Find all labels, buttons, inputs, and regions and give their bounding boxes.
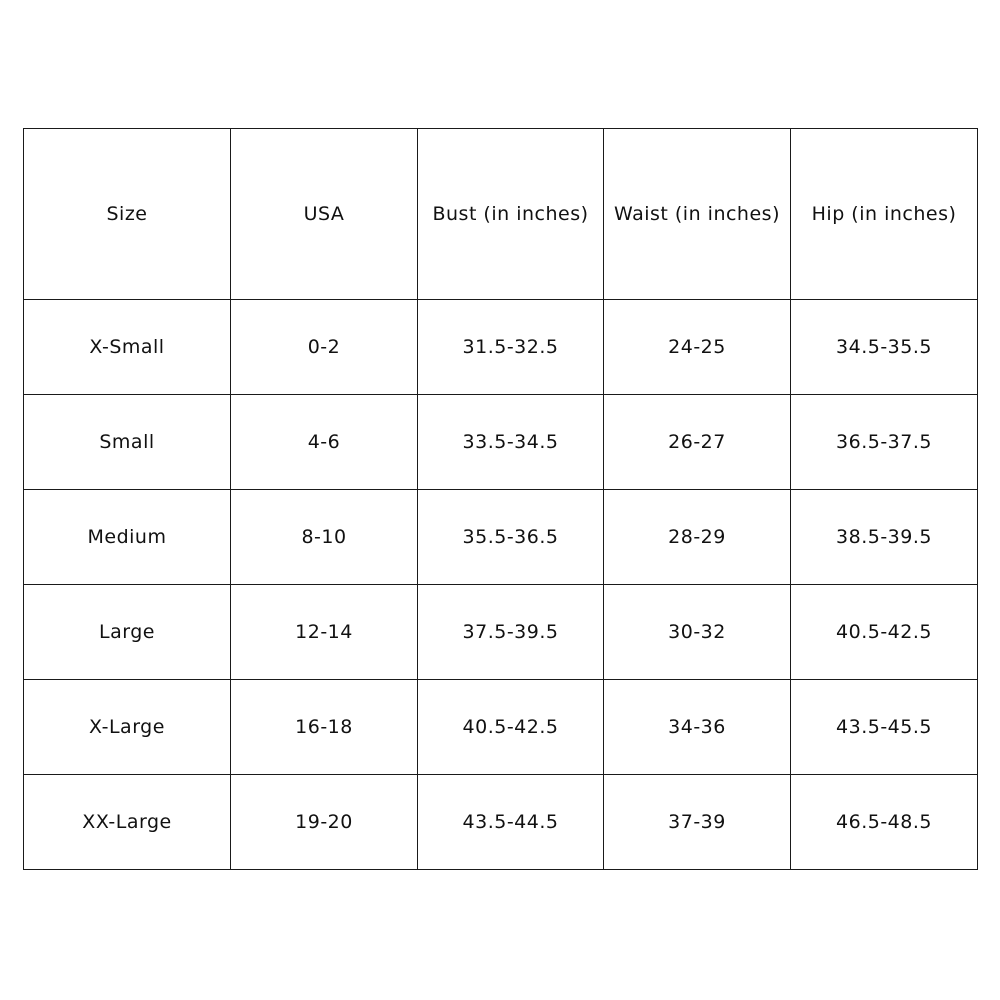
header-row	[24, 129, 978, 300]
table-row	[24, 585, 978, 680]
cell-bust: 33.5-34.5	[418, 395, 604, 490]
cell-waist: 37-39	[604, 775, 791, 870]
cell-size: XX-Large	[24, 775, 231, 870]
table-row	[24, 490, 978, 585]
cell-usa: 0-2	[231, 300, 418, 395]
cell-usa: 12-14	[231, 585, 418, 680]
cell-hip: 40.5-42.5	[791, 585, 978, 680]
table-row	[24, 300, 978, 395]
cell-bust: 37.5-39.5	[418, 585, 604, 680]
header-usa: USA	[231, 129, 418, 300]
cell-bust: 31.5-32.5	[418, 300, 604, 395]
header-waist: Waist (in inches)	[604, 129, 791, 300]
cell-hip: 38.5-39.5	[791, 490, 978, 585]
cell-usa: 16-18	[231, 680, 418, 775]
cell-size: X-Large	[24, 680, 231, 775]
cell-hip: 34.5-35.5	[791, 300, 978, 395]
cell-size: Large	[24, 585, 231, 680]
cell-usa: 19-20	[231, 775, 418, 870]
cell-bust: 35.5-36.5	[418, 490, 604, 585]
cell-bust: 40.5-42.5	[418, 680, 604, 775]
cell-bust: 43.5-44.5	[418, 775, 604, 870]
cell-waist: 34-36	[604, 680, 791, 775]
table-row	[24, 680, 978, 775]
cell-waist: 30-32	[604, 585, 791, 680]
cell-hip: 46.5-48.5	[791, 775, 978, 870]
cell-size: X-Small	[24, 300, 231, 395]
cell-hip: 36.5-37.5	[791, 395, 978, 490]
cell-hip: 43.5-45.5	[791, 680, 978, 775]
cell-usa: 8-10	[231, 490, 418, 585]
header-bust: Bust (in inches)	[418, 129, 604, 300]
cell-waist: 24-25	[604, 300, 791, 395]
table-row	[24, 395, 978, 490]
cell-waist: 26-27	[604, 395, 791, 490]
cell-usa: 4-6	[231, 395, 418, 490]
header-hip: Hip (in inches)	[791, 129, 978, 300]
size-chart-table	[23, 128, 978, 870]
header-size: Size	[24, 129, 231, 300]
cell-waist: 28-29	[604, 490, 791, 585]
table-row	[24, 775, 978, 870]
cell-size: Medium	[24, 490, 231, 585]
cell-size: Small	[24, 395, 231, 490]
